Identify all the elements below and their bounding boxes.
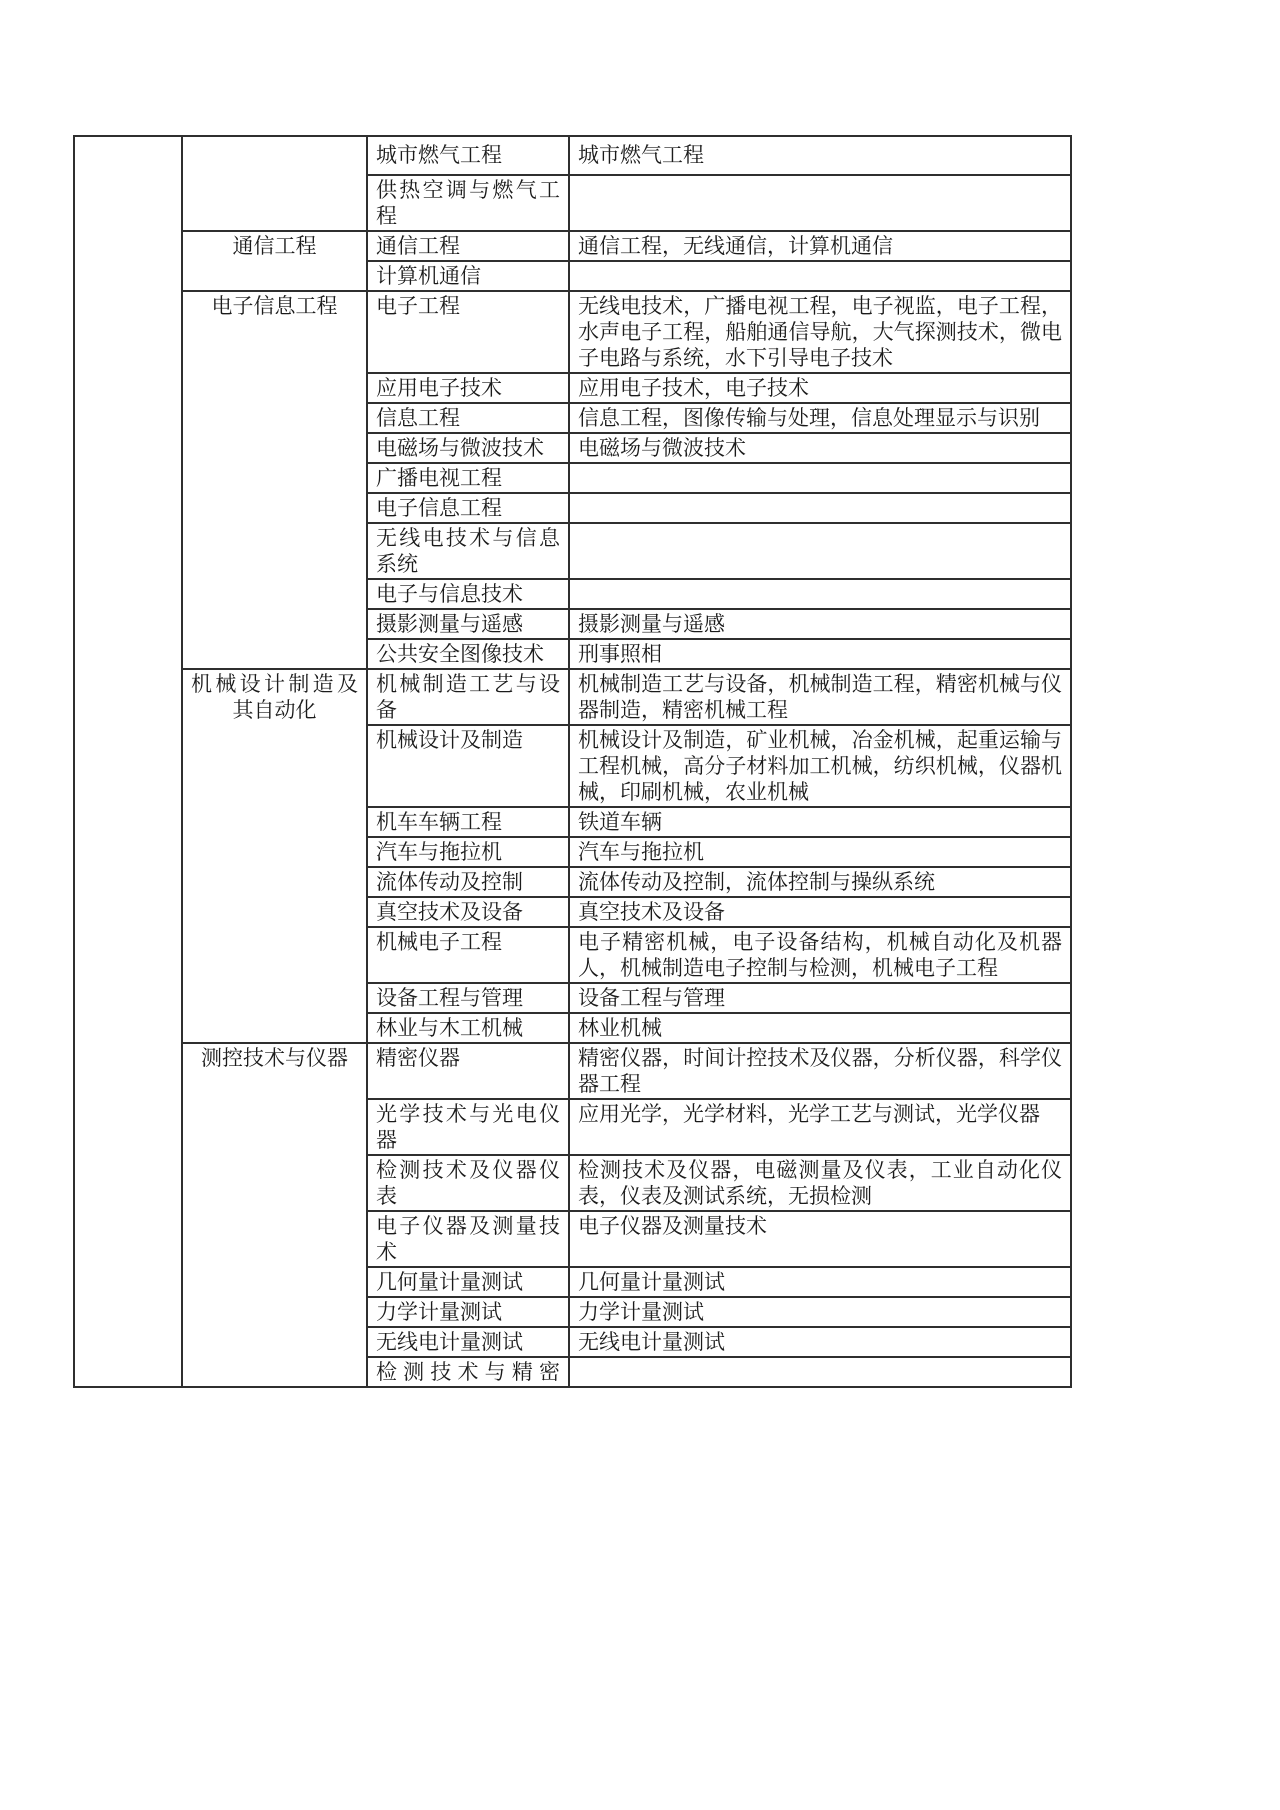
major-cell: 广播电视工程 [367,463,569,493]
related-cell: 铁道车辆 [569,807,1071,837]
table-row [74,291,1071,373]
major-cell: 机械电子工程 [367,927,569,983]
major-cell: 电子信息工程 [367,493,569,523]
related-cell: 设备工程与管理 [569,983,1071,1013]
related-cell: 机械设计及制造，矿业机械，冶金机械，起重运输与工程机械，高分子材料加工机械，纺织机械，仪器机械，印刷机械，农业机械 [569,725,1071,807]
related-cell: 无线电计量测试 [569,1327,1071,1357]
related-cell [569,579,1071,609]
related-cell: 应用光学，光学材料，光学工艺与测试，光学仪器 [569,1099,1071,1155]
major-cell: 几何量计量测试 [367,1267,569,1297]
major-cell: 计算机通信 [367,261,569,291]
major-cell: 电子与信息技术 [367,579,569,609]
major-cell: 精密仪器 [367,1043,569,1099]
related-cell [569,175,1071,231]
major-cell: 供热空调与燃气工程 [367,175,569,231]
major-cell: 通信工程 [367,231,569,261]
major-cell: 机车车辆工程 [367,807,569,837]
major-cell: 检测技术及仪器仪表 [367,1155,569,1211]
major-cell: 机械制造工艺与设备 [367,669,569,725]
table-row [74,1043,1071,1099]
major-cell: 信息工程 [367,403,569,433]
related-cell: 通信工程，无线通信，计算机通信 [569,231,1071,261]
left-gutter-cell [74,136,182,1387]
major-cell: 城市燃气工程 [367,136,569,175]
table-row [74,669,1071,725]
related-cell [569,463,1071,493]
related-cell: 刑事照相 [569,639,1071,669]
major-cell: 力学计量测试 [367,1297,569,1327]
related-cell: 信息工程，图像传输与处理，信息处理显示与识别 [569,403,1071,433]
major-cell: 机械设计及制造 [367,725,569,807]
related-cell: 机械制造工艺与设备，机械制造工程，精密机械与仪器制造，精密机械工程 [569,669,1071,725]
major-cell: 应用电子技术 [367,373,569,403]
related-cell: 无线电技术，广播电视工程，电子视监，电子工程，水声电子工程，船舶通信导航，大气探测技术，微电子电路与系统，水下引导电子技术 [569,291,1071,373]
related-cell [569,523,1071,579]
major-cell: 真空技术及设备 [367,897,569,927]
related-cell: 检测技术及仪器，电磁测量及仪表，工业自动化仪表，仪表及测试系统，无损检测 [569,1155,1071,1211]
major-cell: 汽车与拖拉机 [367,837,569,867]
major-cell: 无线电技术与信息系统 [367,523,569,579]
related-cell [569,261,1071,291]
related-cell [569,493,1071,523]
related-cell: 电子仪器及测量技术 [569,1211,1071,1267]
major-cell: 电磁场与微波技术 [367,433,569,463]
table-row [74,231,1071,261]
related-cell: 电磁场与微波技术 [569,433,1071,463]
category-cell: 通信工程 [182,231,367,291]
related-cell: 摄影测量与遥感 [569,609,1071,639]
related-cell: 精密仪器，时间计控技术及仪器，分析仪器，科学仪器工程 [569,1043,1071,1099]
major-cell: 光学技术与光电仪器 [367,1099,569,1155]
related-cell: 几何量计量测试 [569,1267,1071,1297]
related-cell: 林业机械 [569,1013,1071,1043]
table-row [74,136,1071,175]
related-cell: 电子精密机械，电子设备结构，机械自动化及机器人，机械制造电子控制与检测，机械电子工程 [569,927,1071,983]
major-cell: 公共安全图像技术 [367,639,569,669]
related-cell: 汽车与拖拉机 [569,837,1071,867]
major-cell: 设备工程与管理 [367,983,569,1013]
related-cell: 真空技术及设备 [569,897,1071,927]
related-cell: 应用电子技术，电子技术 [569,373,1071,403]
major-cell: 电子仪器及测量技术 [367,1211,569,1267]
major-cell: 检测技术与精密 [367,1357,569,1387]
category-cell [182,136,367,231]
related-cell: 力学计量测试 [569,1297,1071,1327]
majors-correspondence-table [73,135,1072,1388]
major-cell: 流体传动及控制 [367,867,569,897]
related-cell [569,1357,1071,1387]
major-cell: 林业与木工机械 [367,1013,569,1043]
major-cell: 摄影测量与遥感 [367,609,569,639]
major-cell: 电子工程 [367,291,569,373]
category-cell: 测控技术与仪器 [182,1043,367,1387]
related-cell: 流体传动及控制，流体控制与操纵系统 [569,867,1071,897]
major-cell: 无线电计量测试 [367,1327,569,1357]
category-cell: 电子信息工程 [182,291,367,669]
category-cell: 机械设计制造及其自动化 [182,669,367,1043]
related-cell: 城市燃气工程 [569,136,1071,175]
